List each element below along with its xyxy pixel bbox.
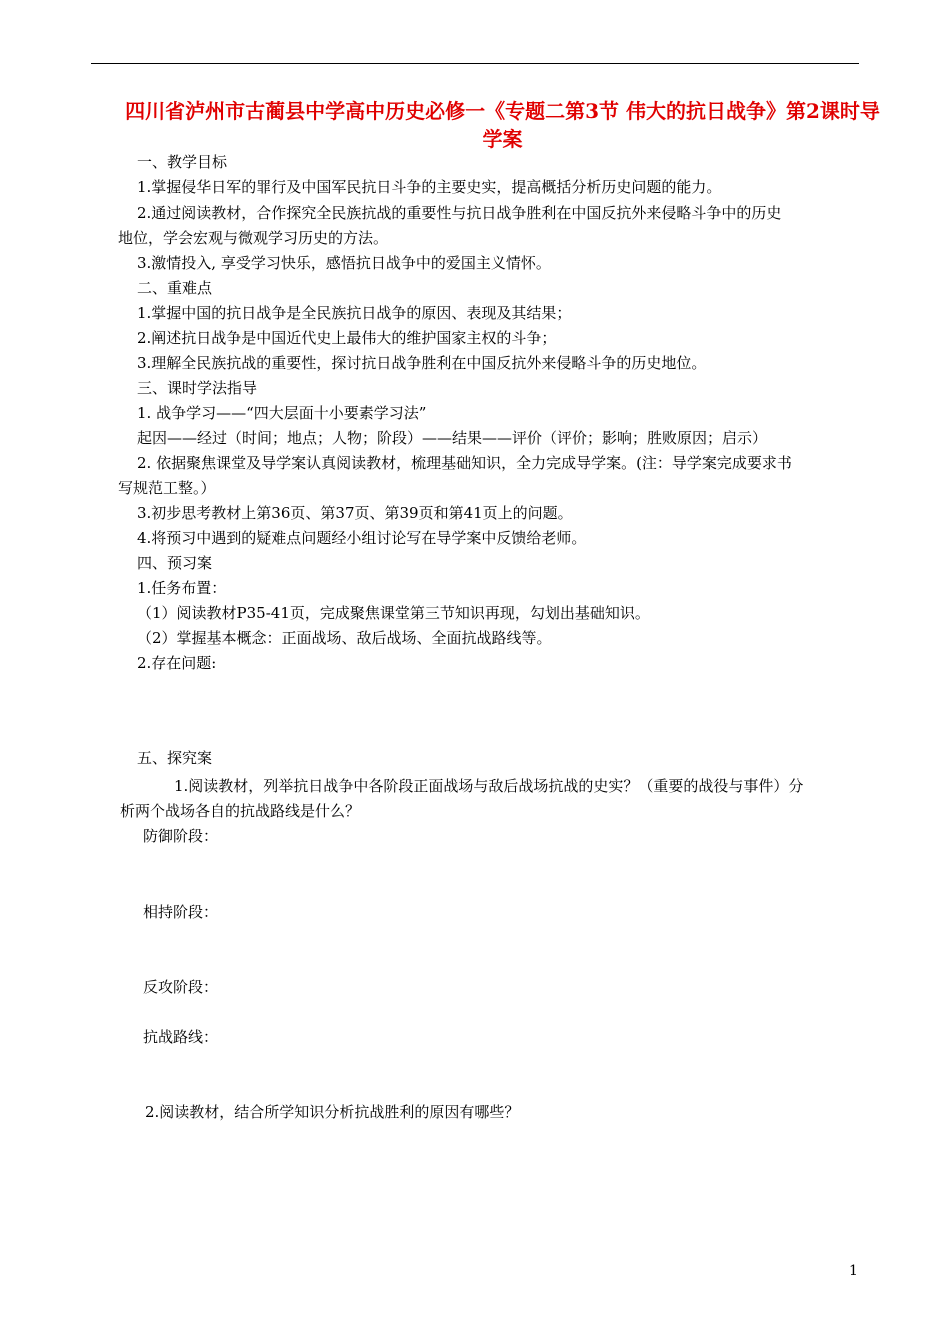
method-1-detail: 起因——经过（时间；地点；人物；阶段）——结果——评价（评价；影响；胜败原因；启示） (137, 429, 768, 447)
preview-task-1: （1）阅读教材P35-41页，完成聚焦课堂第三节知识再现，勾划出基础知识。 (137, 604, 650, 622)
inquiry-question-1-line-1: 1.阅读教材，列举抗日战争中各阶段正面战场与敌后战场抗战的史实？（重要的战役与事件）分 (174, 777, 804, 795)
objective-2-line-2: 地位，学会宏观与微观学习历史的方法。 (118, 229, 389, 247)
objective-2-line-1: 2.通过阅读教材，合作探究全民族抗战的重要性与抗日战争胜利在中国反抗外来侵略斗争中的历史 (137, 204, 782, 222)
section-heading-key-points: 二、重难点 (137, 279, 213, 297)
preview-task-2: （2）掌握基本概念：正面战场、敌后战场、全面抗战路线等。 (137, 629, 552, 647)
key-point-3: 3.理解全民族抗战的重要性，探讨抗日战争胜利在中国反抗外来侵略斗争的历史地位。 (137, 354, 707, 372)
method-2-line-1: 2. 依据聚焦课堂及导学案认真阅读教材，梳理基础知识，全力完成导学案。(注：导学案完成要求书 (137, 454, 792, 472)
page-number: 1 (849, 1263, 858, 1279)
method-1: 1. 战争学习——“四大层面十小要素学习法” (137, 404, 427, 422)
stalemate-stage-label: 相持阶段： (143, 903, 219, 921)
method-2-line-2: 写规范工整。） (118, 479, 216, 497)
section-heading-objectives: 一、教学目标 (137, 153, 228, 171)
section-heading-inquiry: 五、探究案 (137, 749, 213, 767)
key-point-1: 1.掌握中国的抗日战争是全民族抗日战争的原因、表现及其结果； (137, 304, 572, 322)
section-heading-preview: 四、预习案 (137, 554, 213, 572)
inquiry-question-2: 2.阅读教材，结合所学知识分析抗战胜利的原因有哪些？ (145, 1103, 520, 1121)
objective-3: 3.激情投入, 享受学习快乐，感悟抗日战争中的爱国主义情怀。 (137, 254, 551, 272)
key-point-2: 2.阐述抗日战争是中国近代史上最伟大的维护国家主权的斗争； (137, 329, 557, 347)
section-heading-method: 三、课时学法指导 (137, 379, 258, 397)
objective-1: 1.掌握侵华日军的罪行及中国军民抗日斗争的主要史实，提高概括分析历史问题的能力。 (137, 178, 722, 196)
document-title: 四川省泸州市古蔺县中学高中历史必修一《专题二第3节 伟大的抗日战争》第2课时导学案 (125, 99, 880, 151)
preview-task: 1.任务布置： (137, 579, 227, 597)
defense-stage-label: 防御阶段： (143, 827, 219, 845)
resistance-line-label: 抗战路线： (143, 1028, 219, 1046)
preview-problems: 2.存在问题: (137, 654, 217, 672)
method-4: 4.将预习中遇到的疑难点问题经小组讨论写在导学案中反馈给老师。 (137, 529, 587, 547)
counteroffensive-stage-label: 反攻阶段： (143, 978, 219, 996)
header-rule (91, 63, 859, 64)
method-3: 3.初步思考教材上第36页、第37页、第39页和第41页上的问题。 (137, 504, 573, 522)
inquiry-question-1-line-2: 析两个战场各自的抗战路线是什么？ (120, 802, 361, 820)
